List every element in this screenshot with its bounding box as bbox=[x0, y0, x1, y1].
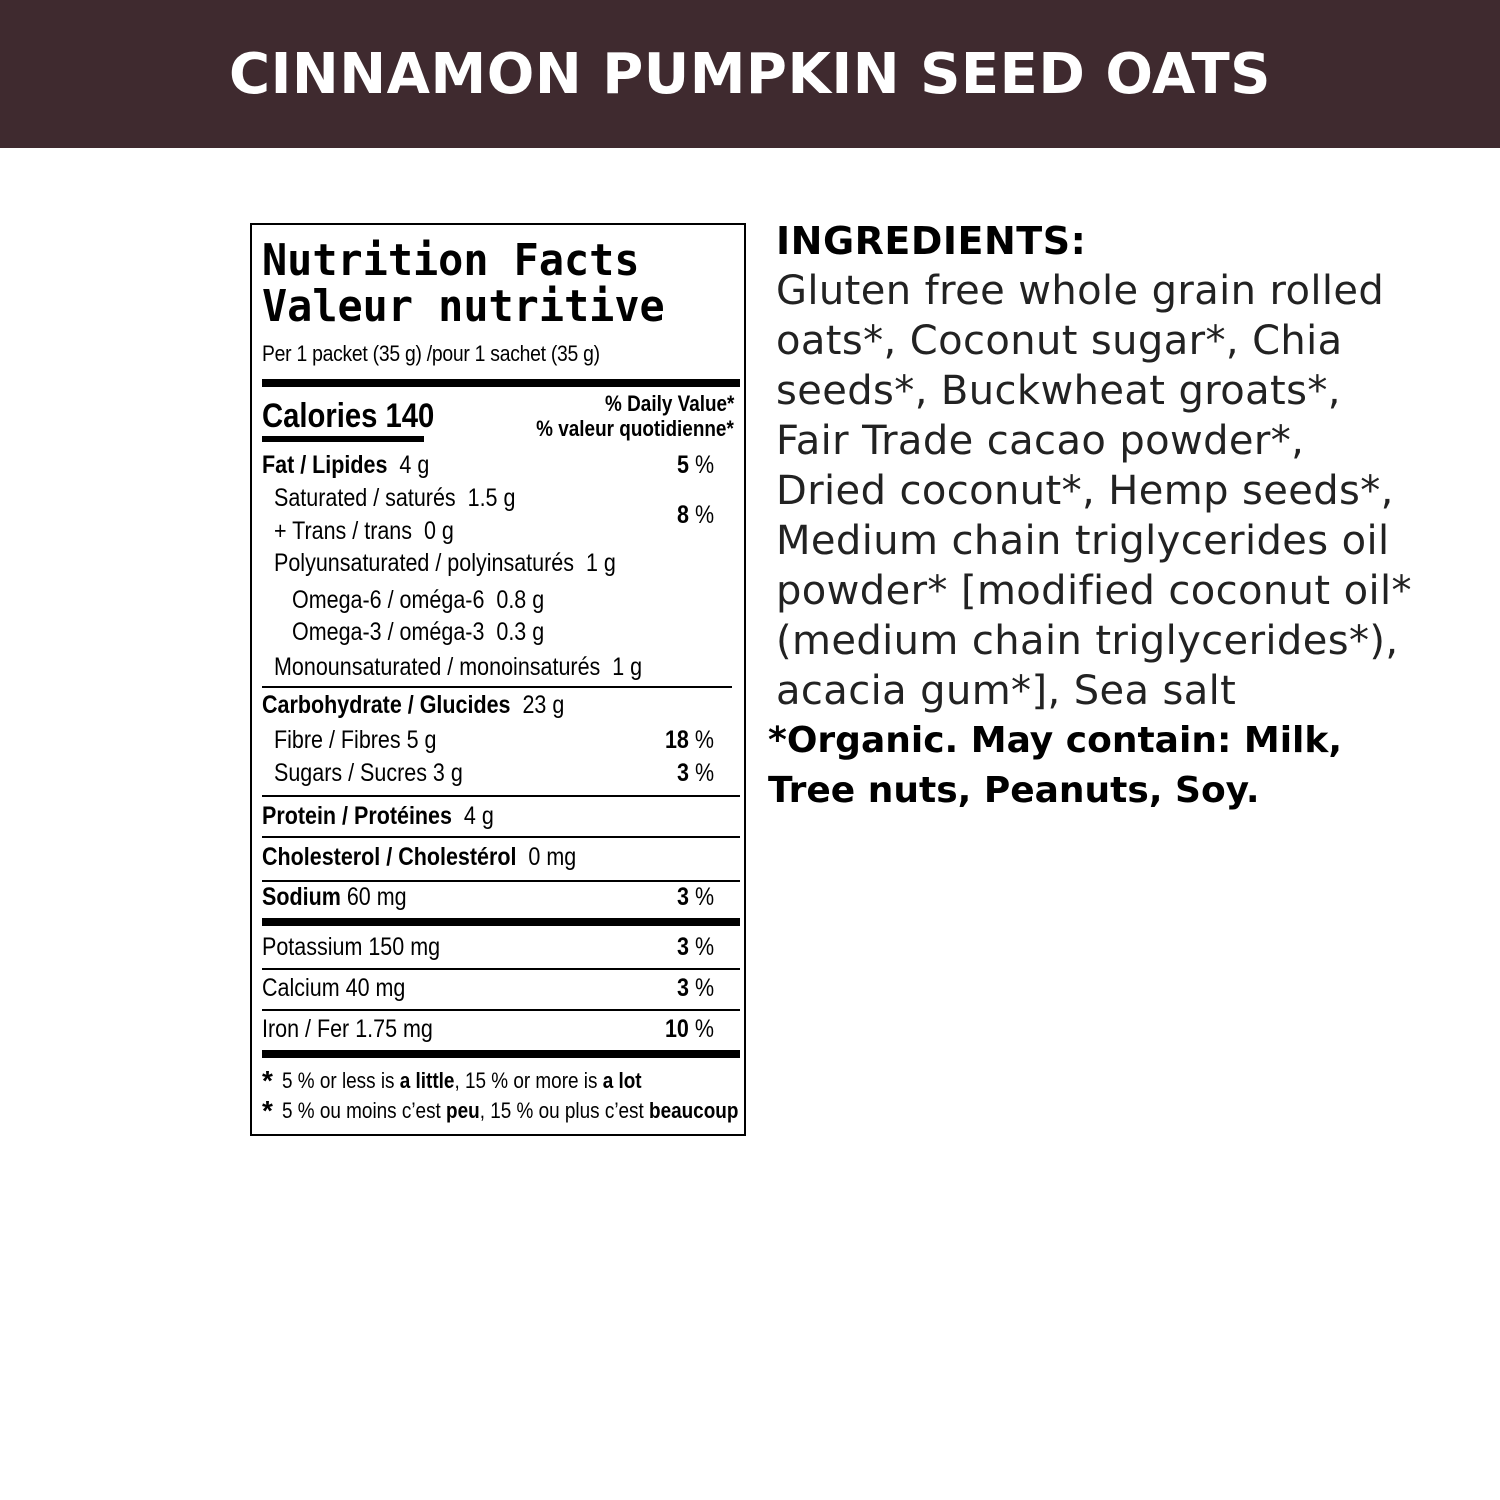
potassium-row: Potassium 150 mg bbox=[262, 933, 441, 961]
cholesterol-row: Cholesterol / Cholestérol 0 mg bbox=[262, 843, 577, 871]
iron-pct: 10 % bbox=[664, 1015, 714, 1043]
ingredients-line: Fair Trade cacao powder*, bbox=[776, 418, 1305, 464]
nutrition-title-fr: Valeur nutritive bbox=[262, 281, 665, 332]
poly-row: Polyunsaturated / polyinsaturés 1 g bbox=[274, 549, 616, 577]
ingredients-line: powder* [modified coconut oil* bbox=[776, 568, 1412, 614]
calcium-row: Calcium 40 mg bbox=[262, 974, 406, 1002]
fat-row: Fat / Lipides 4 g bbox=[262, 451, 430, 479]
daily-value-fr: % valeur quotidienne* bbox=[536, 416, 734, 441]
ingredients-line: Dried coconut*, Hemp seeds*, bbox=[776, 468, 1394, 514]
thick-rule bbox=[262, 918, 740, 926]
carb-row: Carbohydrate / Glucides 23 g bbox=[262, 691, 565, 719]
ingredients-line: Medium chain triglycerides oil bbox=[776, 518, 1390, 564]
ingredients-line: (medium chain triglycerides*), bbox=[776, 618, 1399, 664]
potassium-pct: 3 % bbox=[676, 933, 714, 961]
ingredients-section bbox=[768, 218, 1476, 811]
protein-row: Protein / Protéines 4 g bbox=[262, 802, 494, 830]
nutrition-facts-panel bbox=[250, 223, 746, 1136]
omega3-row: Omega-3 / oméga-3 0.3 g bbox=[292, 618, 545, 646]
allergen-statement bbox=[768, 716, 1368, 816]
calcium-pct: 3 % bbox=[676, 974, 714, 1002]
fat-pct: 5 % bbox=[676, 451, 714, 479]
omega6-row: Omega-6 / oméga-6 0.8 g bbox=[292, 586, 545, 614]
nutrition-title-en: Nutrition Facts bbox=[262, 235, 640, 286]
thick-rule bbox=[262, 379, 740, 387]
trans-row: + Trans / trans 0 g bbox=[274, 517, 454, 545]
iron-row: Iron / Fer 1.75 mg bbox=[262, 1015, 433, 1043]
sodium-row: Sodium 60 mg bbox=[262, 883, 407, 911]
divider bbox=[262, 1009, 740, 1011]
calories-underline bbox=[262, 436, 424, 442]
divider bbox=[262, 795, 740, 797]
ingredients-line: oats*, Coconut sugar*, Chia bbox=[776, 318, 1343, 364]
sugars-pct: 3 % bbox=[676, 759, 714, 787]
sugars-row: Sugars / Sucres 3 g bbox=[274, 759, 463, 787]
ingredients-list bbox=[776, 266, 1476, 716]
footnote-fr: 5 % ou moins c’est peu, 15 % ou plus c’est beaucoup bbox=[282, 1098, 739, 1123]
sat-trans-pct: 8 % bbox=[676, 501, 714, 529]
divider bbox=[262, 686, 732, 688]
ingredients-line: seeds*, Buckwheat groats*, bbox=[776, 368, 1341, 414]
divider bbox=[262, 836, 740, 838]
ingredients-line: Gluten free whole grain rolled bbox=[776, 268, 1385, 314]
ingredients-line: acacia gum*], Sea salt bbox=[776, 668, 1237, 714]
footnote-star: * bbox=[262, 1065, 273, 1096]
product-title: CINNAMON PUMPKIN SEED OATS bbox=[228, 41, 1272, 107]
footnote-en: 5 % or less is a little, 15 % or more is a lot bbox=[282, 1068, 642, 1093]
footnote-star: * bbox=[262, 1095, 273, 1126]
mono-row: Monounsaturated / monoinsaturés 1 g bbox=[274, 653, 643, 681]
fibre-pct: 18 % bbox=[664, 726, 714, 754]
allergen-line: Tree nuts, Peanuts, Soy. bbox=[768, 770, 1260, 811]
ingredients-heading: INGREDIENTS: bbox=[776, 219, 1087, 263]
sodium-pct: 3 % bbox=[676, 883, 714, 911]
divider bbox=[262, 968, 740, 970]
product-banner bbox=[0, 0, 1500, 148]
fibre-row: Fibre / Fibres 5 g bbox=[274, 726, 437, 754]
daily-value-en: % Daily Value* bbox=[604, 391, 734, 416]
thick-rule bbox=[262, 1050, 740, 1058]
divider bbox=[262, 880, 740, 882]
calories: Calories 140 bbox=[262, 397, 435, 435]
saturated-row: Saturated / saturés 1.5 g bbox=[274, 484, 516, 512]
serving-size: Per 1 packet (35 g) /pour 1 sachet (35 g) bbox=[262, 341, 600, 366]
allergen-line: *Organic. May contain: Milk, bbox=[768, 720, 1342, 761]
